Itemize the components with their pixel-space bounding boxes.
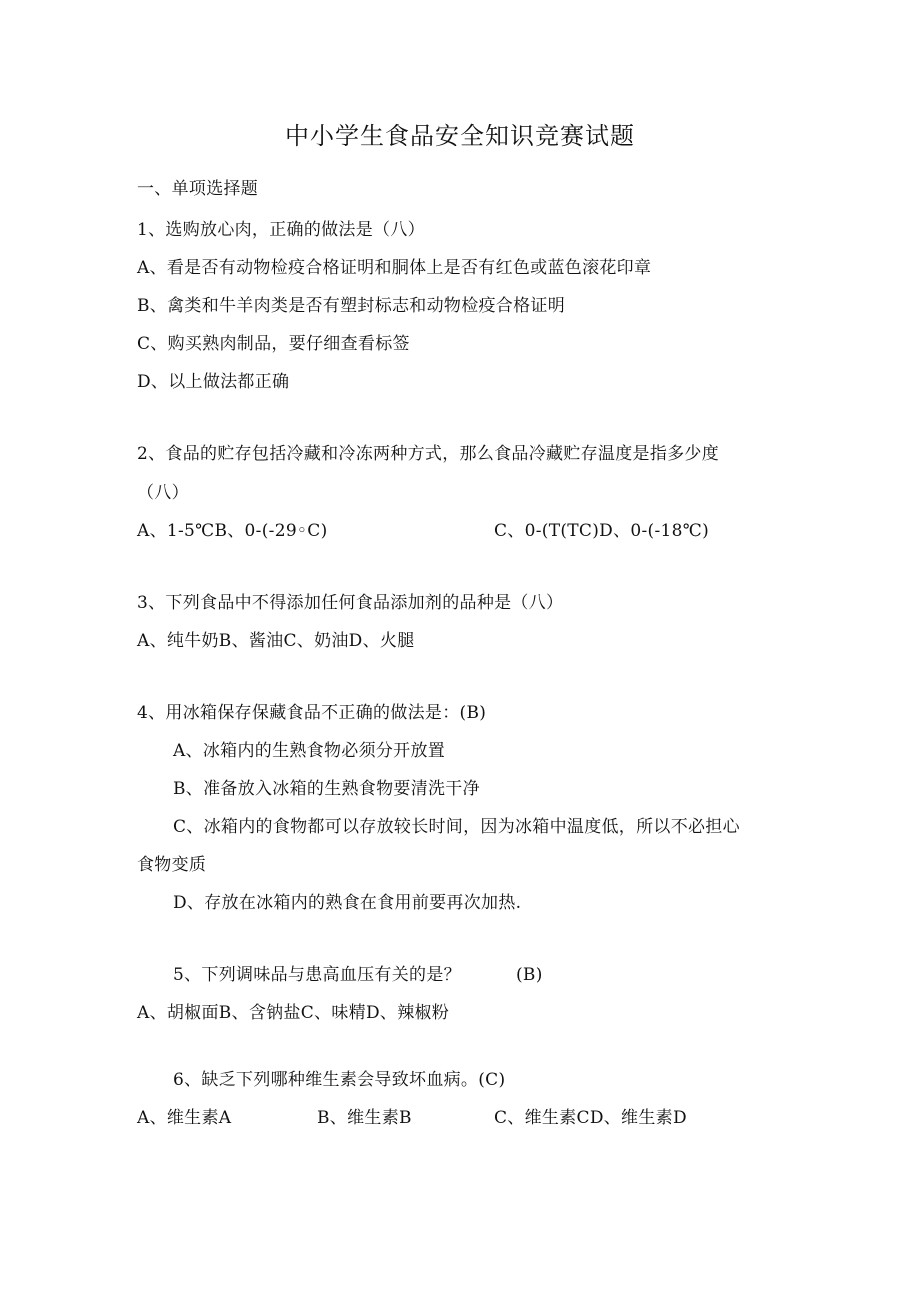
question-1-option-b: B、禽类和牛羊肉类是否有塑封标志和动物检疫合格证明 <box>137 296 565 316</box>
section-heading: 一、单项选择题 <box>137 179 259 199</box>
question-1-option-a: A、看是否有动物检疫合格证明和胴体上是否有红色或蓝色滚花印章 <box>137 258 652 278</box>
question-4-stem: 4、用冰箱保存保藏食品不正确的做法是：(B) <box>137 703 487 723</box>
question-3-stem: 3、下列食品中不得添加任何食品添加剂的品种是（八） <box>137 593 564 613</box>
question-2-stem-line2: （八） <box>137 483 189 503</box>
question-2-options-left: A、1-5℃B、0-(-29◦C) <box>137 521 328 541</box>
question-6-option-b: B、维生素B <box>317 1108 412 1128</box>
question-5-options: A、胡椒面B、含钠盐C、味精D、辣椒粉 <box>137 1003 450 1023</box>
question-6-option-cd: C、维生素CD、维生素D <box>494 1108 687 1128</box>
question-5-answer: (B) <box>516 965 543 985</box>
question-1-stem: 1、选购放心肉，正确的做法是（八） <box>137 220 425 240</box>
question-4-option-d: D、存放在冰箱内的熟食在食用前要再次加热. <box>173 893 522 913</box>
question-4-option-b: B、准备放入冰箱的生熟食物要清洗干净 <box>173 779 480 799</box>
question-2-options-right: C、0-(T(TC)D、0-(-18℃) <box>494 521 709 541</box>
question-5-stem: 5、下列调味品与患高血压有关的是？ <box>173 965 461 985</box>
question-2-stem-line1: 2、食品的贮存包括冷藏和冷冻两种方式，那么食品冷藏贮存温度是指多少度 <box>137 444 720 464</box>
question-4-option-c-line1: C、冰箱内的食物都可以存放较长时间，因为冰箱中温度低，所以不必担心 <box>173 817 740 837</box>
page-title: 中小学生食品安全知识竞赛试题 <box>285 122 635 150</box>
question-6-stem: 6、缺乏下列哪种维生素会导致坏血病。(C) <box>173 1070 506 1090</box>
question-1-option-d: D、以上做法都正确 <box>137 372 290 392</box>
question-1-option-c: C、购买熟肉制品，要仔细查看标签 <box>137 334 410 354</box>
question-4-option-a: A、冰箱内的生熟食物必须分开放置 <box>173 741 446 761</box>
question-4-option-c-line2: 食物变质 <box>137 855 207 875</box>
question-6-option-a: A、维生素A <box>137 1108 232 1128</box>
question-3-options: A、纯牛奶B、酱油C、奶油D、火腿 <box>137 631 415 651</box>
